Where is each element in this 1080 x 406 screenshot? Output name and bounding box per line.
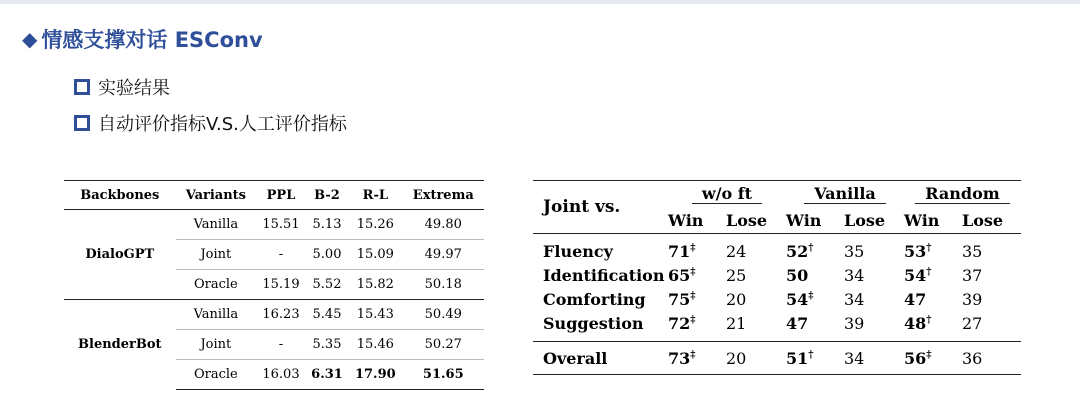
- row-label: Overall: [533, 342, 668, 375]
- table-cell: 16.23: [256, 300, 306, 330]
- backbone-cell: BlenderBot: [64, 300, 176, 390]
- table-cell: 5.45: [306, 300, 348, 330]
- table-cell: 35: [962, 242, 983, 261]
- square-bullet-icon: [74, 115, 90, 131]
- slide-title-text: 情感支撑对话 ESConv: [41, 28, 263, 52]
- top-bar: [0, 0, 1080, 4]
- table-cell: 15.09: [348, 240, 402, 270]
- row-label: Comforting: [543, 290, 646, 309]
- table-cell: 15.51: [262, 217, 300, 232]
- table-cell: 5.35: [306, 330, 348, 360]
- square-bullet-icon: [74, 79, 90, 95]
- header-cell: PPL: [256, 181, 306, 210]
- table-row: [533, 312, 1021, 336]
- table-row: [533, 288, 1021, 312]
- table-cell: Oracle: [176, 270, 257, 300]
- table-cell: 50.18: [403, 270, 484, 300]
- table-cell: Oracle: [176, 360, 257, 390]
- table-cell: 75‡: [668, 290, 696, 309]
- header-cell: Extrema: [403, 181, 484, 210]
- header-cell: B-2: [306, 181, 348, 210]
- bullet-text: 自动评价指标V.S.人工评价指标: [98, 114, 347, 135]
- table-cell: 71‡: [668, 242, 696, 261]
- table-cell: 39: [844, 314, 865, 333]
- table-cell: 15.26: [356, 217, 394, 232]
- table-cell: Joint: [176, 240, 257, 270]
- table-cell: 25: [726, 266, 747, 285]
- table-cell: 39: [962, 290, 983, 309]
- table-cell: 50.27: [403, 330, 484, 360]
- table-cell: 65‡: [668, 266, 696, 285]
- table-cell: 50: [786, 266, 809, 285]
- table-cell: 34: [844, 290, 865, 309]
- table-cell: Vanilla: [176, 300, 257, 330]
- table-cell: 15.19: [256, 270, 306, 300]
- subheader-cell: Win: [786, 207, 844, 234]
- table-cell: 20: [726, 290, 747, 309]
- table-cell: 27: [962, 314, 983, 333]
- table-cell: 6.31: [306, 360, 348, 390]
- group-header: w/o ft: [668, 181, 786, 208]
- table-cell: 24: [726, 242, 747, 261]
- human-eval-table: [533, 180, 1021, 375]
- table-cell: 5.13: [312, 217, 342, 232]
- table-cell: 52†: [786, 242, 814, 261]
- table-cell: Joint: [176, 330, 257, 360]
- table-cell: 37: [962, 266, 983, 285]
- table-cell: Vanilla: [193, 217, 239, 232]
- table-cell: 47: [904, 290, 927, 309]
- table-cell: -: [256, 240, 306, 270]
- table-cell: 36: [962, 342, 1021, 375]
- table-cell: 54†: [904, 266, 932, 285]
- automatic-metrics-table: [64, 180, 484, 390]
- table-cell: 17.90: [348, 360, 402, 390]
- bullet-item: [74, 74, 170, 100]
- bullet-item: [74, 110, 347, 136]
- table-cell: 73‡: [668, 342, 726, 375]
- subheader-cell: Lose: [726, 207, 786, 234]
- table-row: [64, 300, 484, 330]
- table-cell: 50.49: [403, 300, 484, 330]
- group-header: Random: [904, 181, 1021, 208]
- group-header: Vanilla: [786, 181, 904, 208]
- subheader-cell: Win: [668, 207, 726, 234]
- row-label: Identification: [543, 266, 665, 285]
- table-cell: -: [256, 330, 306, 360]
- table-cell: 49.97: [403, 240, 484, 270]
- table-row: [64, 210, 484, 240]
- table-cell: 54‡: [786, 290, 814, 309]
- subheader-cell: Lose: [962, 207, 1021, 234]
- table-cell: 16.03: [256, 360, 306, 390]
- backbone-cell: DialoGPT: [85, 247, 155, 262]
- table-cell: 20: [726, 342, 786, 375]
- bullet-text: 实验结果: [98, 78, 170, 99]
- table-cell: 15.46: [348, 330, 402, 360]
- table-cell: 48†: [904, 314, 932, 333]
- table-cell: 53†: [904, 242, 932, 261]
- header-cell: Variants: [176, 181, 257, 210]
- table-cell: 56‡: [904, 342, 962, 375]
- table-cell: 35: [844, 242, 865, 261]
- table-cell: 72‡: [668, 314, 696, 333]
- subheader-cell: Lose: [844, 207, 904, 234]
- table-cell: 51.65: [403, 360, 484, 390]
- overall-row: [533, 342, 1021, 375]
- table-row: [533, 264, 1021, 288]
- table-cell: 49.80: [424, 217, 462, 232]
- row-label: Suggestion: [543, 314, 644, 333]
- table-header-row: [533, 181, 1021, 208]
- table-row: [533, 240, 1021, 264]
- row-label: Fluency: [543, 242, 613, 261]
- table-cell: 15.43: [348, 300, 402, 330]
- header-cell: R-L: [348, 181, 402, 210]
- table-cell: 5.00: [306, 240, 348, 270]
- diamond-bullet-icon: ◆: [22, 27, 38, 51]
- corner-header: Joint vs.: [533, 181, 668, 234]
- table-header-row: [64, 181, 484, 210]
- table-cell: 21: [726, 314, 747, 333]
- subheader-cell: Win: [904, 207, 962, 234]
- table-cell: 15.82: [348, 270, 402, 300]
- table-cell: 5.52: [306, 270, 348, 300]
- table-cell: 47: [786, 314, 809, 333]
- table-cell: 34: [844, 266, 865, 285]
- header-cell: Backbones: [64, 181, 176, 210]
- table-cell: 34: [844, 342, 904, 375]
- table-cell: 51†: [786, 342, 844, 375]
- slide-title: [22, 24, 263, 54]
